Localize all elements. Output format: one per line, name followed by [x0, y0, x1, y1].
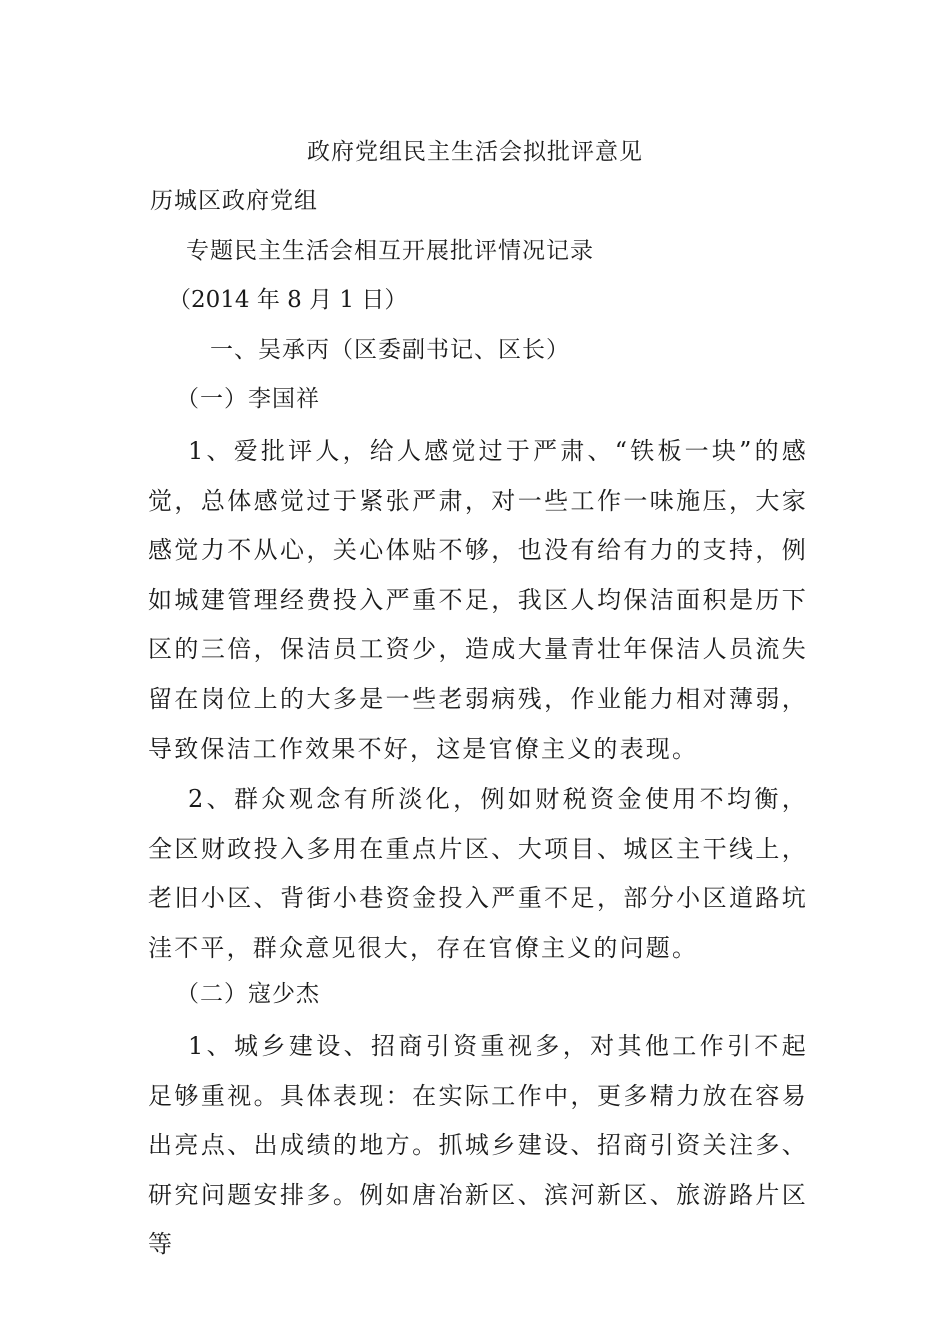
record-subtitle: 专题民主生活会相互开展批评情况记录 — [186, 238, 594, 264]
paragraph-3: 1、城乡建设、招商引资重视多，对其他工作引不起足够重视。具体表现：在实际工作中，更多精力放在容易出亮点、出成绩的地方。抓城乡建设、招商引资关注多、研究问题安排多。例如唐冶新区、滨河新区、旅游路片区等 — [148, 1032, 808, 1259]
paragraph-1: 1、爱批评人，给人感觉过于严肃、“铁板一块”的感觉，总体感觉过于紧张严肃，对一些工作一味施压，大家感觉力不从心，关心体贴不够，也没有给有力的支持，例如城建管理经费投入严重不足，我区人均保洁面积是历下区的三倍，保洁员工资少，造成大量青壮年保洁人员流失留在岗位上的大多是一些老弱病残，作业能力相对薄弱，导致保洁工作效果不好，这是官僚主义的表现。 — [148, 437, 808, 763]
subsection-heading-1: （一）李国祥 — [176, 386, 320, 412]
subsection-heading-2: （二）寇少杰 — [176, 981, 320, 1007]
paragraph-2: 2、群众观念有所淡化，例如财税资金使用不均衡，全区财政投入多用在重点片区、大项目、城区主干线上，老旧小区、背街小巷资金投入严重不足，部分小区道路坑洼不平，群众意见很大，存在官僚主义的问题。 — [148, 785, 808, 962]
document-title: 政府党组民主生活会拟批评意见 — [307, 139, 643, 165]
org-name: 历城区政府党组 — [150, 188, 318, 214]
record-date: （2014 年 8 月 1 日） — [168, 287, 408, 313]
section-heading-1: 一、吴承丙（区委副书记、区长） — [210, 337, 570, 363]
